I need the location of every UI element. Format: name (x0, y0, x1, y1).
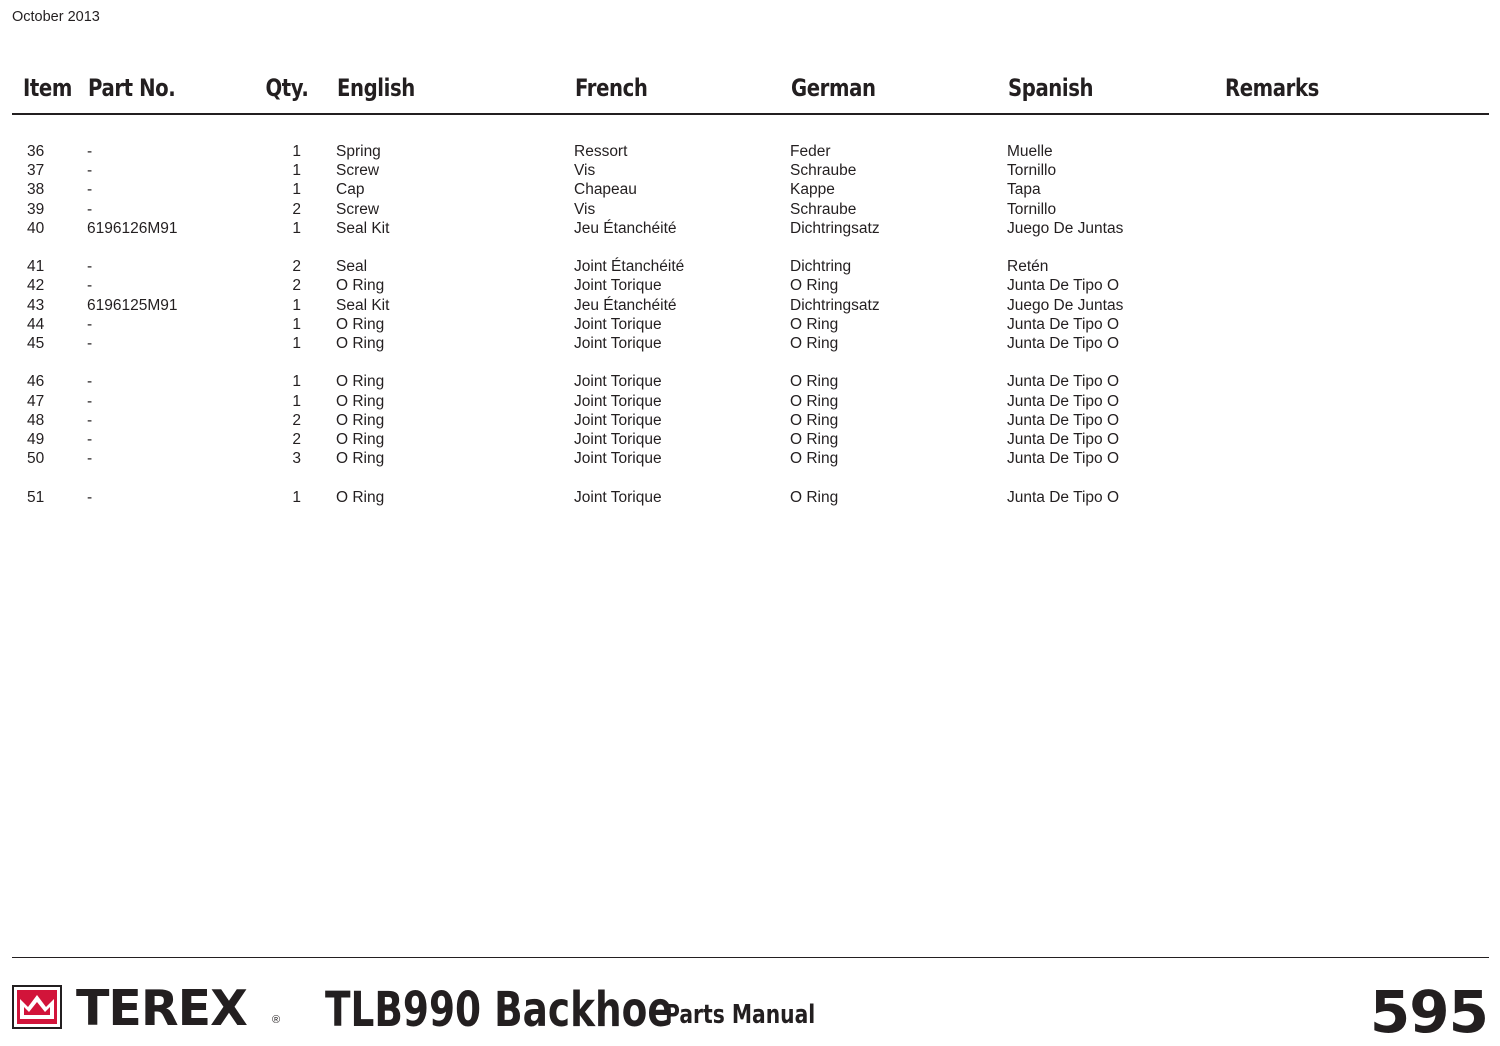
table-row (0, 431, 1500, 450)
table-row (0, 162, 1500, 181)
german-cell: O Ring (790, 450, 839, 468)
english-cell: O Ring (336, 431, 385, 448)
german-cell: O Ring (790, 373, 839, 391)
part-no-cell: - (87, 431, 93, 448)
german-cell: Dichtringsatz (790, 296, 880, 314)
german-cell: Kappe (790, 181, 835, 199)
german-cell: Dichtring (790, 258, 852, 276)
brand-name: TEREX (76, 980, 247, 1037)
part-no-cell: - (87, 143, 93, 160)
qty-cell: 1 (292, 162, 301, 180)
english-cell: O Ring (336, 488, 385, 506)
item-cell: 48 (27, 411, 45, 429)
page-number: 595 (1369, 978, 1488, 1046)
item-cell: 44 (27, 315, 45, 333)
qty-cell: 1 (292, 219, 301, 237)
part-no-cell: - (87, 335, 93, 352)
english-cell: Cap (336, 181, 365, 199)
item-cell: 37 (27, 162, 45, 180)
item-cell: 46 (27, 373, 45, 391)
french-cell: Joint Torique (574, 392, 662, 410)
german-cell: O Ring (790, 315, 839, 333)
footer-divider (12, 957, 1489, 958)
part-no-cell: - (87, 373, 93, 391)
column-header-item: Item (23, 74, 72, 102)
spanish-cell: Retén (1007, 258, 1049, 276)
table-row (0, 489, 1500, 508)
item-cell: 39 (27, 200, 45, 218)
column-header-qty: Qty. (265, 74, 308, 102)
item-cell: 51 (27, 488, 45, 506)
french-cell: Joint Torique (574, 431, 662, 448)
spanish-cell: Junta De Tipo O (1007, 450, 1120, 468)
english-cell: Seal Kit (336, 296, 390, 314)
table-row (0, 143, 1500, 162)
item-cell: 47 (27, 392, 45, 410)
french-cell: Joint Torique (574, 411, 662, 429)
column-header-english: English (337, 74, 415, 102)
qty-cell: 2 (292, 431, 301, 448)
spanish-cell: Junta De Tipo O (1007, 411, 1120, 429)
table-row (0, 412, 1500, 431)
column-header-part-no: Part No. (88, 74, 176, 102)
qty-cell: 1 (292, 373, 301, 391)
item-cell: 45 (27, 335, 45, 352)
document-date: October 2013 (12, 9, 100, 25)
french-cell: Joint Torique (574, 488, 662, 506)
table-row (0, 373, 1500, 392)
english-cell: O Ring (336, 335, 385, 352)
french-cell: Jeu Étanchéité (574, 219, 677, 237)
english-cell: O Ring (336, 277, 385, 295)
french-cell: Joint Torique (574, 373, 662, 391)
item-cell: 43 (27, 296, 45, 314)
spanish-cell: Juego De Juntas (1007, 219, 1124, 237)
part-no-cell: - (87, 181, 93, 199)
german-cell: O Ring (790, 411, 839, 429)
table-row (0, 277, 1500, 296)
item-cell: 38 (27, 181, 45, 199)
table-row (0, 181, 1500, 200)
spanish-cell: Muelle (1007, 143, 1053, 160)
item-cell: 50 (27, 450, 45, 468)
spanish-cell: Junta De Tipo O (1007, 392, 1120, 410)
french-cell: Jeu Étanchéité (574, 296, 677, 314)
spanish-cell: Tornillo (1007, 162, 1057, 180)
qty-cell: 2 (292, 258, 301, 276)
part-no-cell: - (87, 392, 93, 410)
qty-cell: 1 (292, 181, 301, 199)
qty-cell: 1 (292, 488, 301, 506)
terex-crown-logo-icon (12, 985, 62, 1029)
item-cell: 41 (27, 258, 45, 276)
spanish-cell: Tapa (1007, 181, 1041, 199)
qty-cell: 1 (292, 143, 301, 160)
english-cell: Screw (336, 162, 380, 180)
german-cell: O Ring (790, 488, 839, 506)
english-cell: Seal Kit (336, 219, 390, 237)
qty-cell: 2 (292, 411, 301, 429)
item-cell: 49 (27, 431, 45, 448)
spanish-cell: Junta De Tipo O (1007, 488, 1120, 506)
manual-title: Parts Manual (665, 1000, 816, 1030)
part-no-cell: 6196126M91 (87, 219, 178, 237)
table-row (0, 258, 1500, 277)
english-cell: O Ring (336, 373, 385, 391)
german-cell: Dichtringsatz (790, 219, 880, 237)
german-cell: O Ring (790, 431, 839, 448)
qty-cell: 1 (292, 315, 301, 333)
item-cell: 42 (27, 277, 45, 295)
french-cell: Joint Étanchéité (574, 258, 685, 276)
english-cell: Seal (336, 258, 368, 276)
part-no-cell: - (87, 488, 93, 506)
item-cell: 40 (27, 219, 45, 237)
qty-cell: 1 (292, 296, 301, 314)
table-row (0, 335, 1500, 354)
model-title: TLB990 Backhoe (325, 982, 673, 1038)
registered-mark: ® (272, 1014, 281, 1026)
english-cell: O Ring (336, 392, 385, 410)
english-cell: O Ring (336, 315, 385, 333)
part-no-cell: - (87, 411, 93, 429)
qty-cell: 1 (292, 392, 301, 410)
spanish-cell: Tornillo (1007, 200, 1057, 218)
qty-cell: 3 (292, 450, 301, 468)
french-cell: Ressort (574, 143, 628, 160)
spanish-cell: Juego De Juntas (1007, 296, 1124, 314)
column-header-german: German (791, 74, 876, 102)
french-cell: Joint Torique (574, 450, 662, 468)
german-cell: Schraube (790, 200, 857, 218)
table-row (0, 316, 1500, 335)
part-no-cell: - (87, 315, 93, 333)
column-header-spanish: Spanish (1008, 74, 1094, 102)
french-cell: Vis (574, 200, 596, 218)
qty-cell: 2 (292, 200, 301, 218)
english-cell: Screw (336, 200, 380, 218)
german-cell: O Ring (790, 392, 839, 410)
german-cell: O Ring (790, 277, 839, 295)
table-row (0, 220, 1500, 239)
spanish-cell: Junta De Tipo O (1007, 431, 1120, 448)
qty-cell: 1 (292, 335, 301, 352)
spanish-cell: Junta De Tipo O (1007, 335, 1120, 352)
part-no-cell: - (87, 277, 93, 295)
table-row (0, 393, 1500, 412)
french-cell: Joint Torique (574, 277, 662, 295)
part-no-cell: - (87, 258, 93, 276)
spanish-cell: Junta De Tipo O (1007, 315, 1120, 333)
table-row (0, 201, 1500, 220)
column-header-remarks: Remarks (1225, 74, 1319, 102)
part-no-cell: - (87, 162, 93, 180)
part-no-cell: - (87, 450, 93, 468)
part-no-cell: - (87, 200, 93, 218)
spanish-cell: Junta De Tipo O (1007, 373, 1120, 391)
header-divider (12, 113, 1489, 115)
english-cell: O Ring (336, 411, 385, 429)
english-cell: Spring (336, 143, 381, 160)
table-row (0, 297, 1500, 316)
spanish-cell: Junta De Tipo O (1007, 277, 1120, 295)
column-header-french: French (575, 74, 648, 102)
french-cell: Chapeau (574, 181, 637, 199)
french-cell: Joint Torique (574, 335, 662, 352)
part-no-cell: 6196125M91 (87, 296, 178, 314)
qty-cell: 2 (292, 277, 301, 295)
item-cell: 36 (27, 143, 45, 160)
french-cell: Vis (574, 162, 596, 180)
table-row (0, 450, 1500, 469)
english-cell: O Ring (336, 450, 385, 468)
german-cell: Feder (790, 143, 831, 160)
german-cell: Schraube (790, 162, 857, 180)
german-cell: O Ring (790, 335, 839, 352)
french-cell: Joint Torique (574, 315, 662, 333)
